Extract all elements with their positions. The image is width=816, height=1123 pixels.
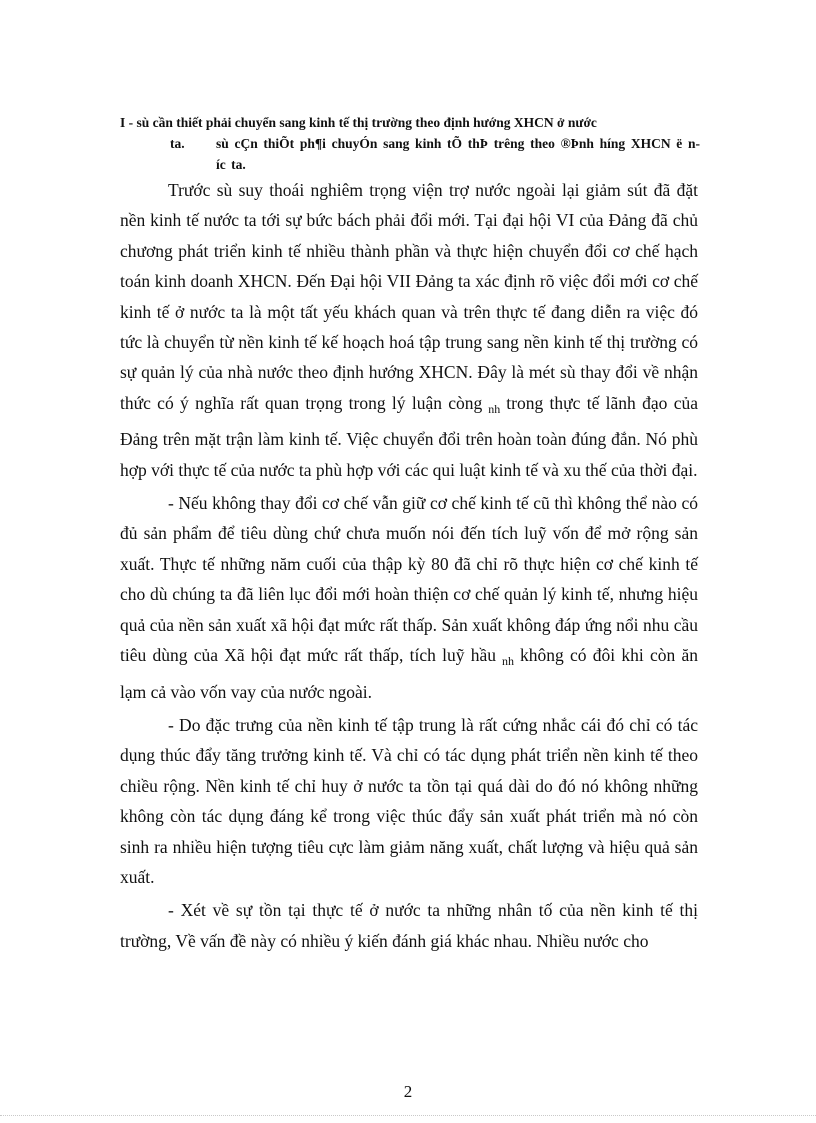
paragraph-4: - Xét về sự tồn tại thực tế ở nước ta những nhân tố của nền kinh tế thị trường, Về vấn đề này có nhiều ý kiến đánh giá khác nhau. Nhiều nước cho	[120, 900, 698, 951]
section-heading	[120, 112, 700, 175]
paragraph-2-text-a: - Nếu không thay đổi cơ chế vẫn giữ cơ chế kinh tế cũ thì không thể nào có đủ sản phẩm để tiêu dùng chứ chưa muốn nói đến tích luỹ vốn để mở rộng sản xuất. Thực tế những năm cuối của thập kỳ 80 đã chỉ rõ thực hiện cơ chế kinh tế cho dù chúng ta đã liên lục đổi mới hoàn thiện cơ chế quản lý kinh tế, nhưng hiệu quả của nền sản xuất xã hội đạt mức rất thấp. Sản xuất không đáp ứng nổi nhu cầu tiêu dùng của Xã hội đạt mức rất thấp, tích luỹ hầu	[120, 493, 698, 666]
heading-line: I - sù cần thiết phải chuyển sang kinh tế thị trường theo định hướng XHCN ở nước	[120, 115, 597, 130]
paragraph-2-subscript: nh	[502, 654, 515, 669]
paragraph-1-text-b: trong thực tế lãnh đạo của Đảng trên mặt trận làm kinh tế. Việc chuyển đổi trên hoàn toàn đúng đắn. Nó phù hợp với thực tế của nước ta phù hợp với các qui luật kinh tế và xu thế của thời đại.	[120, 392, 698, 480]
body-text	[120, 175, 698, 959]
paragraph-1	[120, 175, 698, 485]
page-number: 2	[403, 1082, 413, 1101]
page-bottom-divider	[0, 1115, 816, 1116]
heading-line2: ta.	[170, 136, 185, 151]
paragraph-2	[120, 488, 698, 707]
paragraph-1-subscript: nh	[488, 401, 501, 416]
paragraph-1-text-a: Trước sù suy thoái nghiêm trọng viện trợ nước ngoài lại giảm sút đã đặt nền kinh tế nước ta tới sự bức bách phải đổi mới. Tại đại hội VI của Đảng đã chủ chương phát triển kinh tế nhiều thành phần và thực hiện chuyển đổi cơ chế hạch toán kinh doanh XHCN. Đến Đại hội VII Đảng ta xác định rõ việc đổi mới cơ chế kinh tế ở nước ta là một tất yếu khách quan và trên thực tế đang diễn ra việc đó tức là chuyển từ nền kinh tế kế hoạch hoá tập trung sang nền kinh tế thị trường có sự quản lý của nhà nước theo định hướng XHCN. Đây là mét sù thay đổi về nhận thức có ý nghĩa rất quan trọng trong lý luận còng	[120, 180, 698, 413]
paragraph-2-text-b: không có đôi khi còn ăn lạm cả vào vốn vay của nước ngoài.	[120, 645, 698, 702]
heading-garbled-text: sù cÇn thiÕt ph¶i chuyÓn sang kinh tÕ thÞ trêng theo ®Þnh híng XHCN ë níc ta.	[216, 136, 700, 172]
paragraph-3: - Do đặc trưng của nền kinh tế tập trung là rất cứng nhắc cái đó chỉ có tác dụng thúc đẩy tăng trưởng kinh tế. Và chỉ có tác dụng phát triển nền kinh tế theo chiều rộng. Nền kinh tế chỉ huy ở nước ta tồn tại quá dài do đó nó không những không còn tác dụng đáng kể trong việc thúc đẩy sản xuất phát triển mà nó còn sinh ra nhiều hiện tượng tiêu cực làm giảm năng xuất, chất lượng và hiệu quả sản xuất.	[120, 714, 698, 887]
